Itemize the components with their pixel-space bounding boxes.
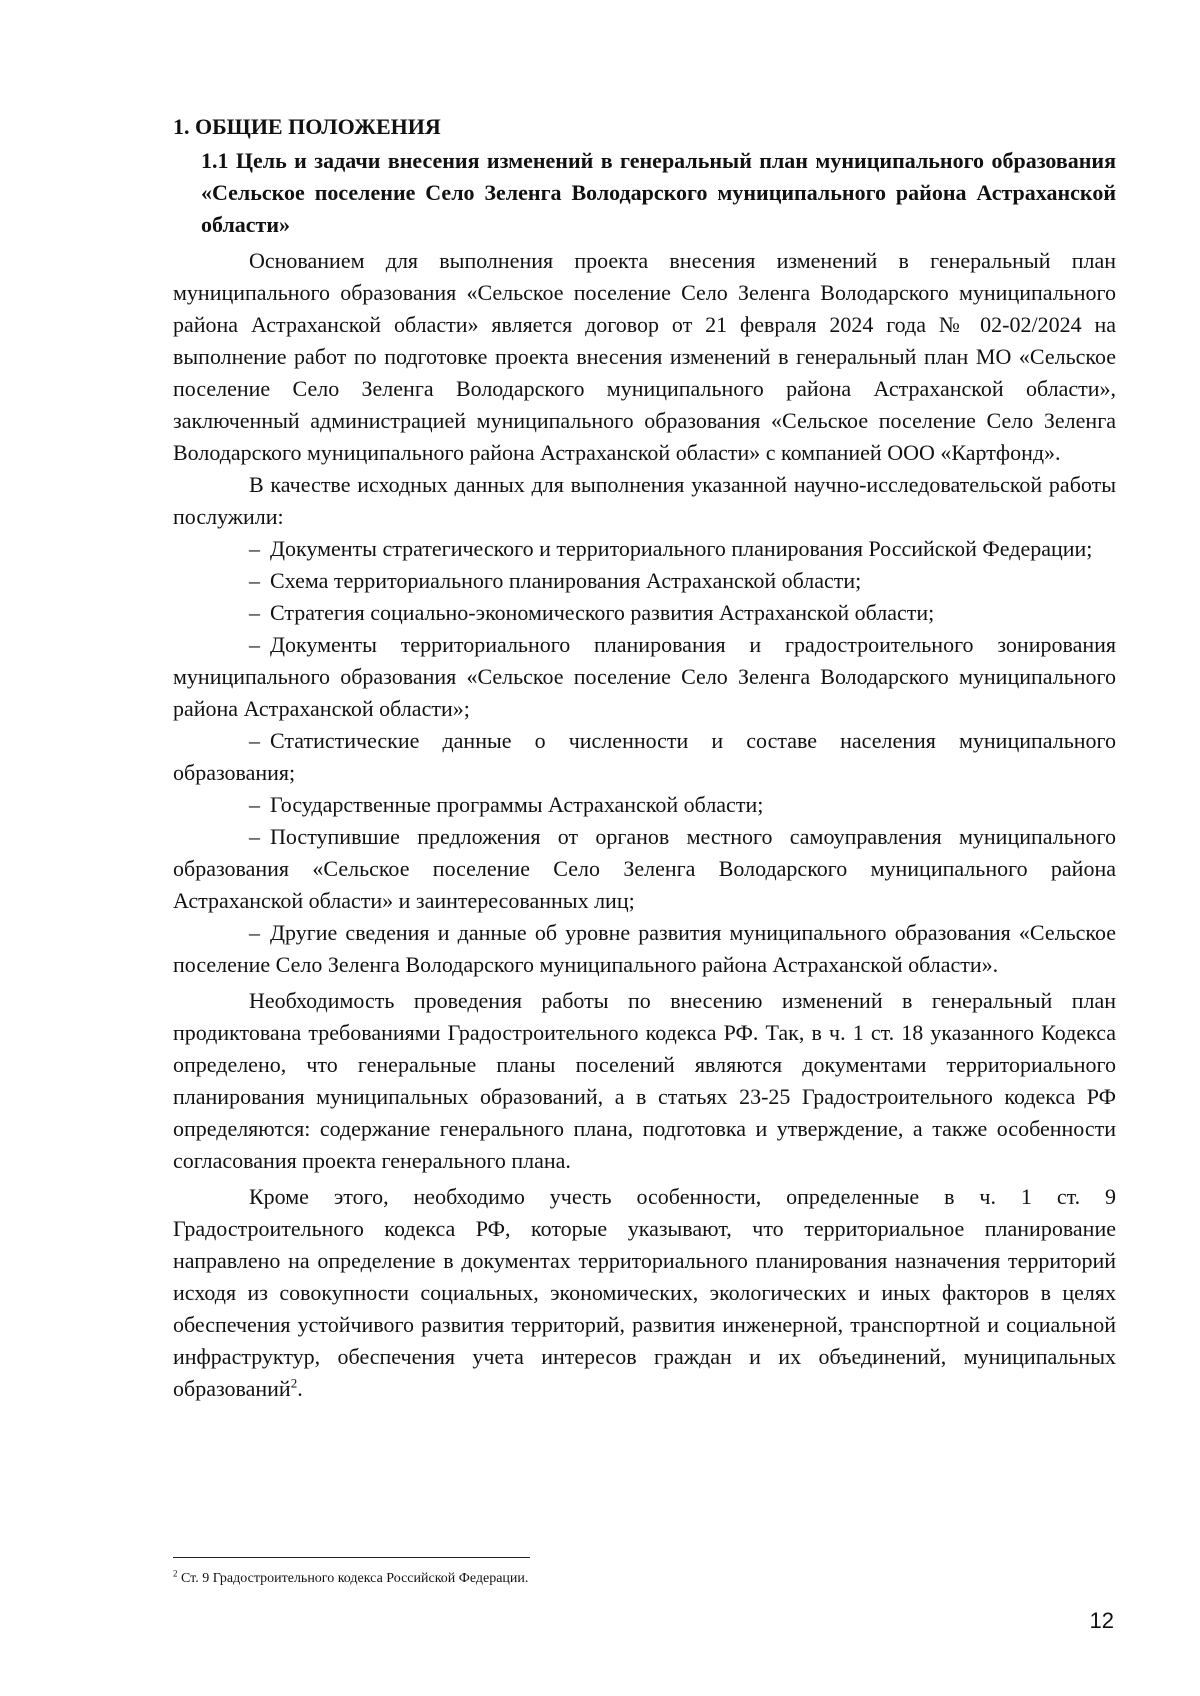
list-item-text: Документы территориального планирования и градостроительного зонирования муниципального образования «Сельское поселение Село Зеленга Володарского муниципального района Астраханской области»; xyxy=(173,632,1116,721)
paragraph-basis: Основанием для выполнения проекта внесения изменений в генеральный план муниципального образования «Сельское поселение Село Зеленга Володарского муниципального района Астраханской области» является договор от 21 февраля 2024 года № 02-02/2024 на выполнение работ по подготовке проекта внесения изменений в генеральный план МО «Сельское поселение Село Зеленга Володарского муниципального района Астраханской области», заключенный администрацией муниципального образования «Сельское поселение Село Зеленга Володарского муниципального района Астраханской области» с компанией ООО «Картфонд». xyxy=(173,248,1116,465)
list-item-text: Государственные программы Астраханской области; xyxy=(270,792,764,817)
paragraph-necessity: Необходимость проведения работы по внесению изменений в генеральный план продиктована требованиями Градостроительного кодекса РФ. Так, в ч. 1 ст. 18 указанного Кодекса определено, что генеральные планы поселений являются документами территориального планирования муниципальных образований, а в статьях 23-25 Градостроительного кодекса РФ определяются: содержание генерального плана, подготовка и утверждение, а также особенности согласования проекта генерального плана. xyxy=(173,988,1116,1173)
list-marker: – xyxy=(249,536,260,561)
list-item-text: Стратегия социально-экономического развития Астраханской области; xyxy=(270,600,935,625)
footnote-reference: 2 xyxy=(290,1375,298,1391)
list-marker: – xyxy=(249,632,260,657)
list-item xyxy=(173,725,1116,789)
list-item xyxy=(173,917,1116,981)
source-data-list xyxy=(173,533,1116,981)
list-item xyxy=(173,565,1116,597)
paragraph-features-text: Кроме этого, необходимо учесть особенности, определенные в ч. 1 ст. 9 Градостроительного кодекса РФ, которые указывают, что территориальное планирование направлено на определение в документах территориального планирования назначения территорий исходя из совокупности социальных, экономических, экологических и иных факторов в целях обеспечения устойчивого развития территорий, развития инженерной, транспортной и социальной инфраструктур, обеспечения учета интересов граждан и их объединений, муниципальных образований xyxy=(173,1184,1116,1401)
list-item-text: Документы стратегического и территориального планирования Российской Федерации; xyxy=(270,536,1093,561)
list-item-text: Статистические данные о численности и составе населения муниципального образования; xyxy=(173,728,1116,785)
footnote-text: Ст. 9 Градостроительного кодекса Российской Федерации. xyxy=(177,1571,529,1586)
page-content xyxy=(173,113,1116,1405)
list-marker: – xyxy=(249,792,260,817)
list-marker: – xyxy=(249,568,260,593)
list-marker: – xyxy=(249,728,260,753)
list-item-text: Другие сведения и данные об уровне развития муниципального образования «Сельское поселение Село Зеленга Володарского муниципального района Астраханской области». xyxy=(173,920,1116,977)
list-item xyxy=(173,533,1116,565)
list-marker: – xyxy=(249,920,260,945)
footnote xyxy=(173,1570,1073,1588)
list-item xyxy=(173,597,1116,629)
subsection-heading: 1.1 Цель и задачи внесения изменений в генеральный план муниципального образования «Сельское поселение Село Зеленга Володарского муниципального района Астраханской области» xyxy=(201,148,1116,237)
paragraph-features xyxy=(173,1181,1116,1405)
footnote-marker: 2 xyxy=(173,1568,178,1579)
section-heading: 1. ОБЩИЕ ПОЛОЖЕНИЯ xyxy=(173,114,441,139)
list-marker: – xyxy=(249,824,260,849)
list-item-text: Схема территориального планирования Астраханской области; xyxy=(270,568,862,593)
list-marker: – xyxy=(249,600,260,625)
list-item xyxy=(173,629,1116,725)
page-number: 12 xyxy=(1089,1608,1114,1633)
footnote-separator xyxy=(173,1557,530,1558)
list-item-text: Поступившие предложения от органов местного самоуправления муниципального образования «Сельское поселение Село Зеленга Володарского муниципального района Астраханской области» и заинтересованных лиц; xyxy=(173,824,1116,913)
paragraph-end-punctuation: . xyxy=(297,1376,303,1401)
paragraph-source-data: В качестве исходных данных для выполнения указанной научно-исследовательской работы послужили: xyxy=(173,472,1116,529)
list-item xyxy=(173,821,1116,917)
list-item xyxy=(173,789,1116,821)
